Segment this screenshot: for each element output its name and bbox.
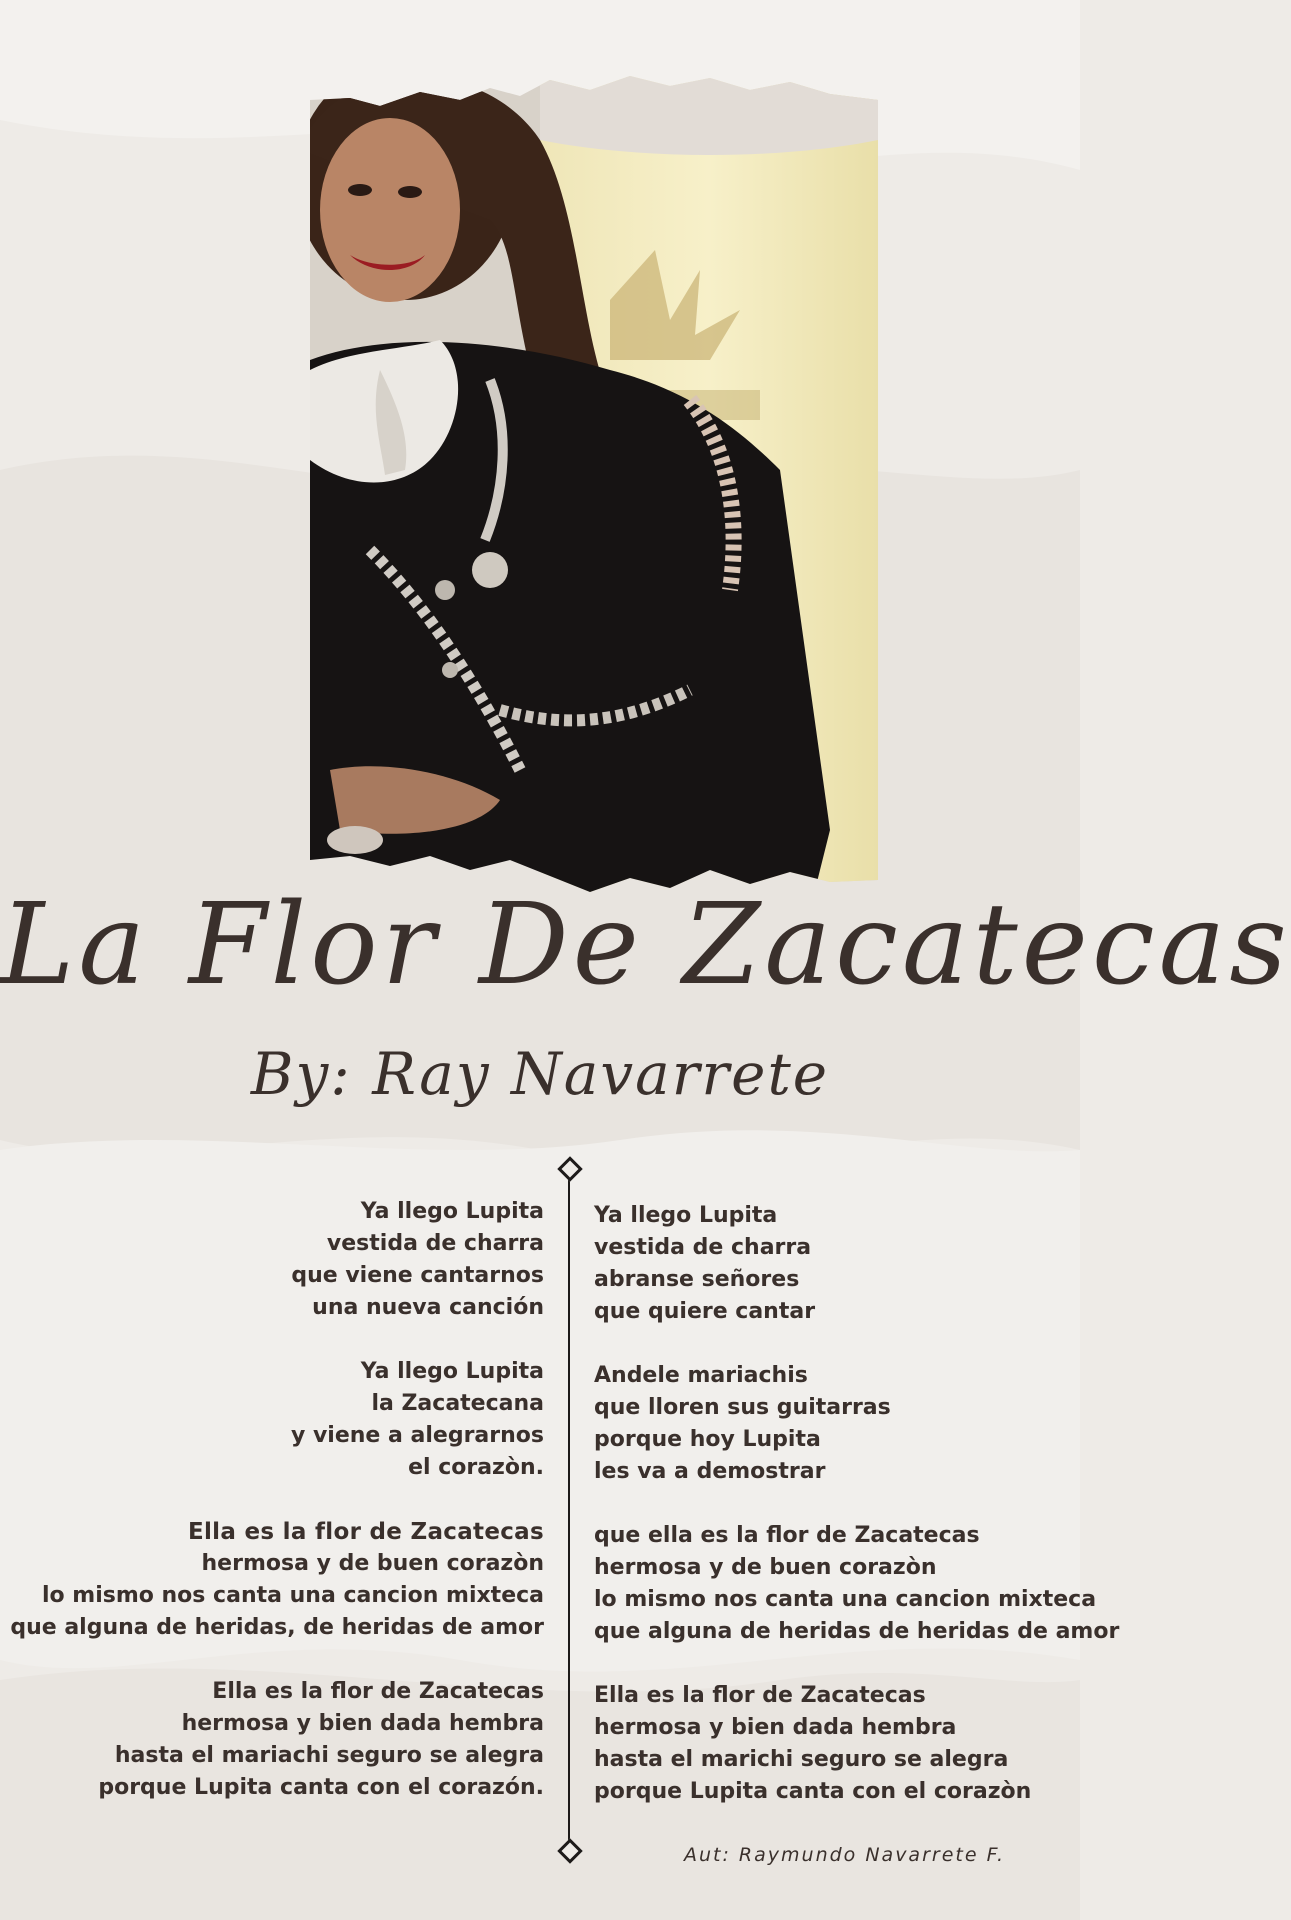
lyric-line: porque hoy Lupita xyxy=(594,1427,821,1452)
lyric-line: Ya llego Lupita xyxy=(360,1199,544,1224)
lyric-line: hasta el marichi seguro se alegra xyxy=(594,1747,1009,1772)
lyric-line: Andele mariachis xyxy=(594,1363,808,1388)
column-divider xyxy=(568,1160,570,1850)
lyric-line: les va a demostrar xyxy=(594,1459,826,1484)
lyric-line: Ya llego Lupita xyxy=(360,1359,544,1384)
lyric-line: que alguna de heridas de heridas de amor xyxy=(594,1619,1120,1644)
lyric-line: Ella es la flor de Zacatecas xyxy=(212,1679,544,1704)
lyric-line: que lloren sus guitarras xyxy=(594,1395,891,1420)
poem-title: La Flor De Zacatecas xyxy=(0,880,1291,1010)
lyrics-stanza xyxy=(10,1516,544,1644)
lyric-line: porque Lupita canta con el corazòn xyxy=(594,1779,1032,1804)
lyric-line: abranse señores xyxy=(594,1267,800,1292)
portrait-photo xyxy=(310,70,878,910)
lyric-line: porque Lupita canta con el corazón. xyxy=(98,1775,544,1800)
lyric-line: Ella es la flor de Zacatecas xyxy=(594,1683,926,1708)
lyric-line: la Zacatecana xyxy=(371,1391,544,1416)
lyrics-right-column xyxy=(594,1200,1119,1840)
lyric-line: y viene a alegrarnos xyxy=(290,1423,544,1448)
lyric-line: hermosa y bien dada hembra xyxy=(594,1715,957,1740)
lyrics-stanza xyxy=(10,1676,544,1804)
lyric-line: lo mismo nos canta una cancion mixteca xyxy=(41,1583,544,1608)
lyric-line: hermosa y de buen corazòn xyxy=(594,1555,937,1580)
lyric-line: lo mismo nos canta una cancion mixteca xyxy=(594,1587,1097,1612)
lyrics-left-column xyxy=(10,1196,544,1836)
lyric-line: Ya llego Lupita xyxy=(594,1203,778,1228)
lyric-line: que ella es la flor de Zacatecas xyxy=(594,1523,980,1548)
lyrics-stanza xyxy=(10,1356,544,1484)
lyric-line: hasta el mariachi seguro se alegra xyxy=(114,1743,544,1768)
lyric-line: el corazòn. xyxy=(408,1455,544,1480)
lyric-line: vestida de charra xyxy=(326,1231,544,1256)
lyric-line: vestida de charra xyxy=(594,1235,812,1260)
author-credit: Aut: Raymundo Navarrete F. xyxy=(684,1844,1006,1866)
lyrics-stanza xyxy=(594,1200,1119,1328)
lyric-line: una nueva canción xyxy=(312,1295,544,1320)
lyric-line: hermosa y de buen corazòn xyxy=(201,1551,544,1576)
lyrics-stanza xyxy=(594,1680,1119,1808)
lyric-line: que viene cantarnos xyxy=(291,1263,544,1288)
lyric-line: que quiere cantar xyxy=(594,1299,816,1324)
lyrics-stanza xyxy=(10,1196,544,1324)
lyric-line: que alguna de heridas, de heridas de amor xyxy=(10,1615,544,1640)
lyric-line: Ella es la flor de Zacatecas xyxy=(187,1519,544,1545)
author-byline: By: Ray Navarrete xyxy=(250,1040,830,1108)
lyric-line: hermosa y bien dada hembra xyxy=(181,1711,544,1736)
lyrics-stanza xyxy=(594,1360,1119,1488)
lyrics-stanza xyxy=(594,1520,1119,1648)
